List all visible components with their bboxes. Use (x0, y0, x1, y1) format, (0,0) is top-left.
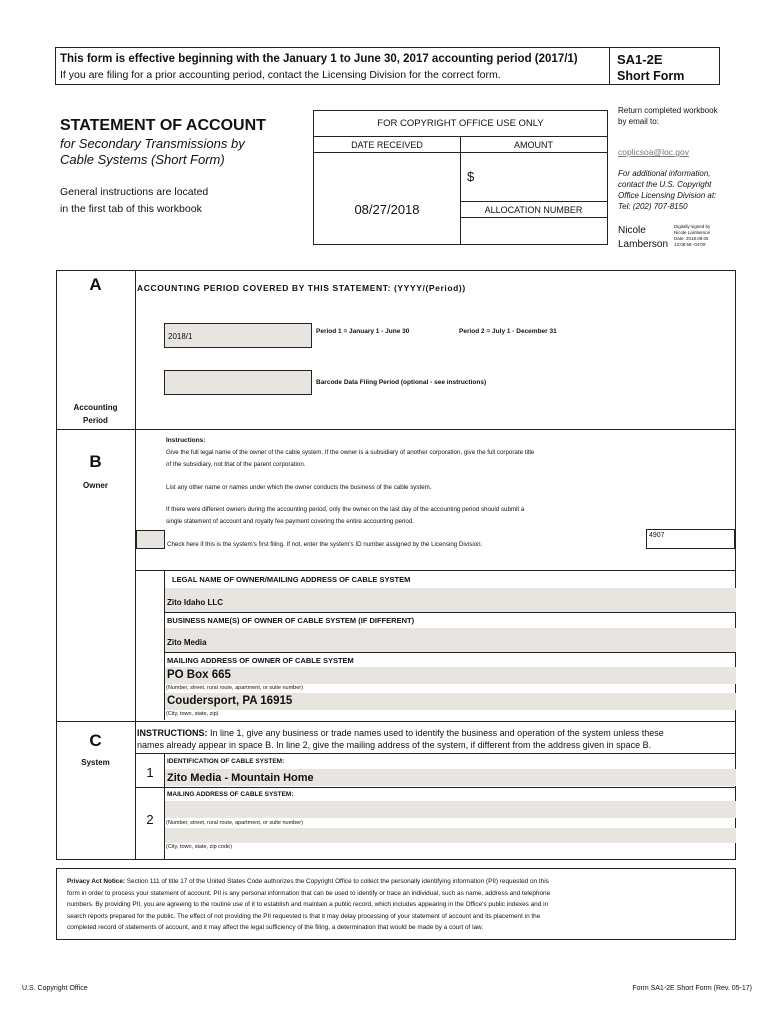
contact-email-link[interactable]: coplicsoa@loc.gov (618, 147, 689, 157)
notice-line-1: This form is effective beginning with the January 1 to June 30, 2017 accounting period (2017/1) (60, 53, 578, 65)
owner-instructions-title: Instructions: (166, 437, 206, 444)
owner-mailing-hint-2: (City, town, state, zip) (166, 711, 219, 717)
owner-mailing-line-2-input[interactable] (165, 693, 736, 710)
section-a-label-2: Period (83, 416, 108, 425)
general-instructions-1: General instructions are located (60, 186, 209, 198)
signature-note: Digitally signed by Nicole Lamberson Date: 2018.09.05 13:08:58 -04'00' (674, 224, 711, 247)
business-names-value: Zito Media (167, 638, 207, 647)
amount-value: $ (467, 169, 475, 184)
section-b-letter: B (89, 452, 102, 471)
owner-mailing-label: MAILING ADDRESS OF OWNER OF CABLE SYSTEM (167, 656, 354, 665)
office-use-heading: FOR COPYRIGHT OFFICE USE ONLY (377, 118, 544, 129)
system-identification-value: Zito Media - Mountain Home (167, 772, 314, 784)
barcode-period-label: Barcode Data Filing Period (optional - see instructions) (316, 379, 487, 386)
section-c-label: System (81, 758, 110, 767)
section-a-letter: A (89, 275, 102, 294)
first-filing-checkbox[interactable] (136, 530, 165, 549)
system-id-input[interactable] (646, 529, 735, 549)
legal-name-label: LEGAL NAME OF OWNER/MAILING ADDRESS OF CABLE SYSTEM (172, 575, 411, 584)
section-c-letter: C (89, 731, 102, 750)
info-line-2: contact the U.S. Copyright (618, 180, 712, 189)
form-code-box (610, 47, 720, 85)
system-line-2-number: 2 (146, 812, 154, 827)
signature-first-name: Nicole (618, 225, 646, 236)
info-line-3: Office Licensing Division at: (618, 191, 717, 200)
system-mailing-line-2-input[interactable] (165, 828, 736, 843)
accounting-period-value: 2018/1 (168, 332, 193, 341)
form-code: SA1-2E (617, 52, 663, 67)
period-1-note: Period 1 = January 1 - June 30 (316, 328, 410, 335)
date-received-value: 08/27/2018 (354, 202, 420, 217)
owner-instr-3b: single statement of account and royalty fee payment covering the entire accounting period. (166, 518, 414, 525)
accounting-period-input[interactable] (164, 323, 312, 348)
owner-instr-2: List any other name or names under which the owner conducts the business of the cable system. (166, 484, 432, 491)
system-identification-input[interactable] (165, 769, 736, 786)
form-type: Short Form (617, 69, 685, 83)
phone: Tel: (202) 707-8150 (618, 202, 688, 211)
first-filing-label: Check here if this is the system's first filing. If not, enter the system's ID number assigned by the Licensing Division. (167, 541, 483, 548)
barcode-period-input[interactable] (164, 370, 312, 395)
system-id-value: 4907 (649, 532, 665, 539)
legal-name-input[interactable] (165, 588, 736, 612)
system-instructions: INSTRUCTIONS: In line 1, give any business or trade names used to identify the business and operation of the system unless these names already appear in space B. In line 2, give the mailing address of the system, if different from the address given in space B. (137, 728, 664, 750)
general-instructions-2: in the first tab of this workbook (60, 203, 202, 215)
system-mailing-hint-1: (Number, street, rural route, apartment, or suite number) (166, 820, 303, 826)
owner-mailing-hint-1: (Number, street, rural route, apartment, or suite number) (166, 685, 303, 691)
footer-right: Form SA1-2E Short Form (Rev. 05-17) (632, 985, 752, 992)
section-b-label: Owner (83, 481, 108, 490)
page-title: STATEMENT OF ACCOUNT (60, 117, 266, 134)
privacy-notice: Privacy Act Notice: Section 111 of title 17 of the United States Code authorizes the Copyright Office to collect the personally identifying information (PII) requested on this form in order to process your statement of account. PII is any personal information that can be used to identify or trace an individual, such as name, address and telephone numbers. By providing PII, you are agreeing to the routine use of it to establish and maintain a public record, which includes appearing in the Office's public indexes and in search reports prepared for the public. The effect of not providing the PII requested is that it may delay processing of your statement of account and its placement in the completed record of statements of account, and it may affect the legal sufficiency of the filing, a determination that would be made by a court of law. (56, 868, 736, 940)
system-mailing-hint-2: (City, town, state, zip code) (166, 844, 232, 850)
period-2-note: Period 2 = July 1 - December 31 (459, 328, 557, 335)
info-line-1: For additional information, (618, 169, 711, 178)
office-use-box (313, 110, 608, 245)
footer-left: U.S. Copyright Office (22, 985, 88, 992)
return-line-2: by email to: (618, 117, 659, 126)
allocation-number-label: ALLOCATION NUMBER (484, 205, 583, 215)
system-line-1-number: 1 (146, 765, 154, 780)
system-identification-label: IDENTIFICATION OF CABLE SYSTEM: (167, 758, 285, 765)
amount-label: AMOUNT (514, 140, 553, 150)
effective-notice (55, 47, 610, 85)
owner-instr-1a: Give the full legal name of the owner of the cable system. If the owner is a subsidiary of another corporation, give the full corporate title (166, 449, 535, 456)
owner-instr-3a: If there were different owners during the accounting period, only the owner on the last day of the accounting period should submit a (166, 506, 525, 513)
return-line-1: Return completed workbook (618, 106, 718, 115)
date-received-label: DATE RECEIVED (351, 140, 423, 150)
system-mailing-line-1-input[interactable] (165, 801, 736, 818)
subtitle-line-1: for Secondary Transmissions by (60, 136, 245, 151)
owner-mailing-line-1-value: PO Box 665 (167, 669, 231, 681)
legal-name-value: Zito Idaho LLC (167, 598, 223, 607)
subtitle-line-2: Cable Systems (Short Form) (60, 152, 225, 167)
business-names-label: BUSINESS NAME(S) OF OWNER OF CABLE SYSTEM (IF DIFFERENT) (167, 616, 415, 625)
owner-instr-1b: of the subsidiary, not that of the parent corporation. (166, 461, 306, 468)
notice-line-2: If you are filing for a prior accounting period, contact the Licensing Division for the correct form. (60, 69, 501, 81)
system-mailing-label: MAILING ADDRESS OF CABLE SYSTEM: (167, 791, 294, 798)
business-names-input[interactable] (165, 628, 736, 652)
accounting-period-heading: ACCOUNTING PERIOD COVERED BY THIS STATEMENT: (YYYY/(Period)) (137, 283, 466, 293)
section-a-label-1: Accounting (73, 403, 118, 412)
owner-mailing-line-1-input[interactable] (165, 667, 736, 684)
signature-last-name: Lamberson (618, 239, 669, 250)
owner-mailing-line-2-value: Coudersport, PA 16915 (167, 695, 293, 707)
